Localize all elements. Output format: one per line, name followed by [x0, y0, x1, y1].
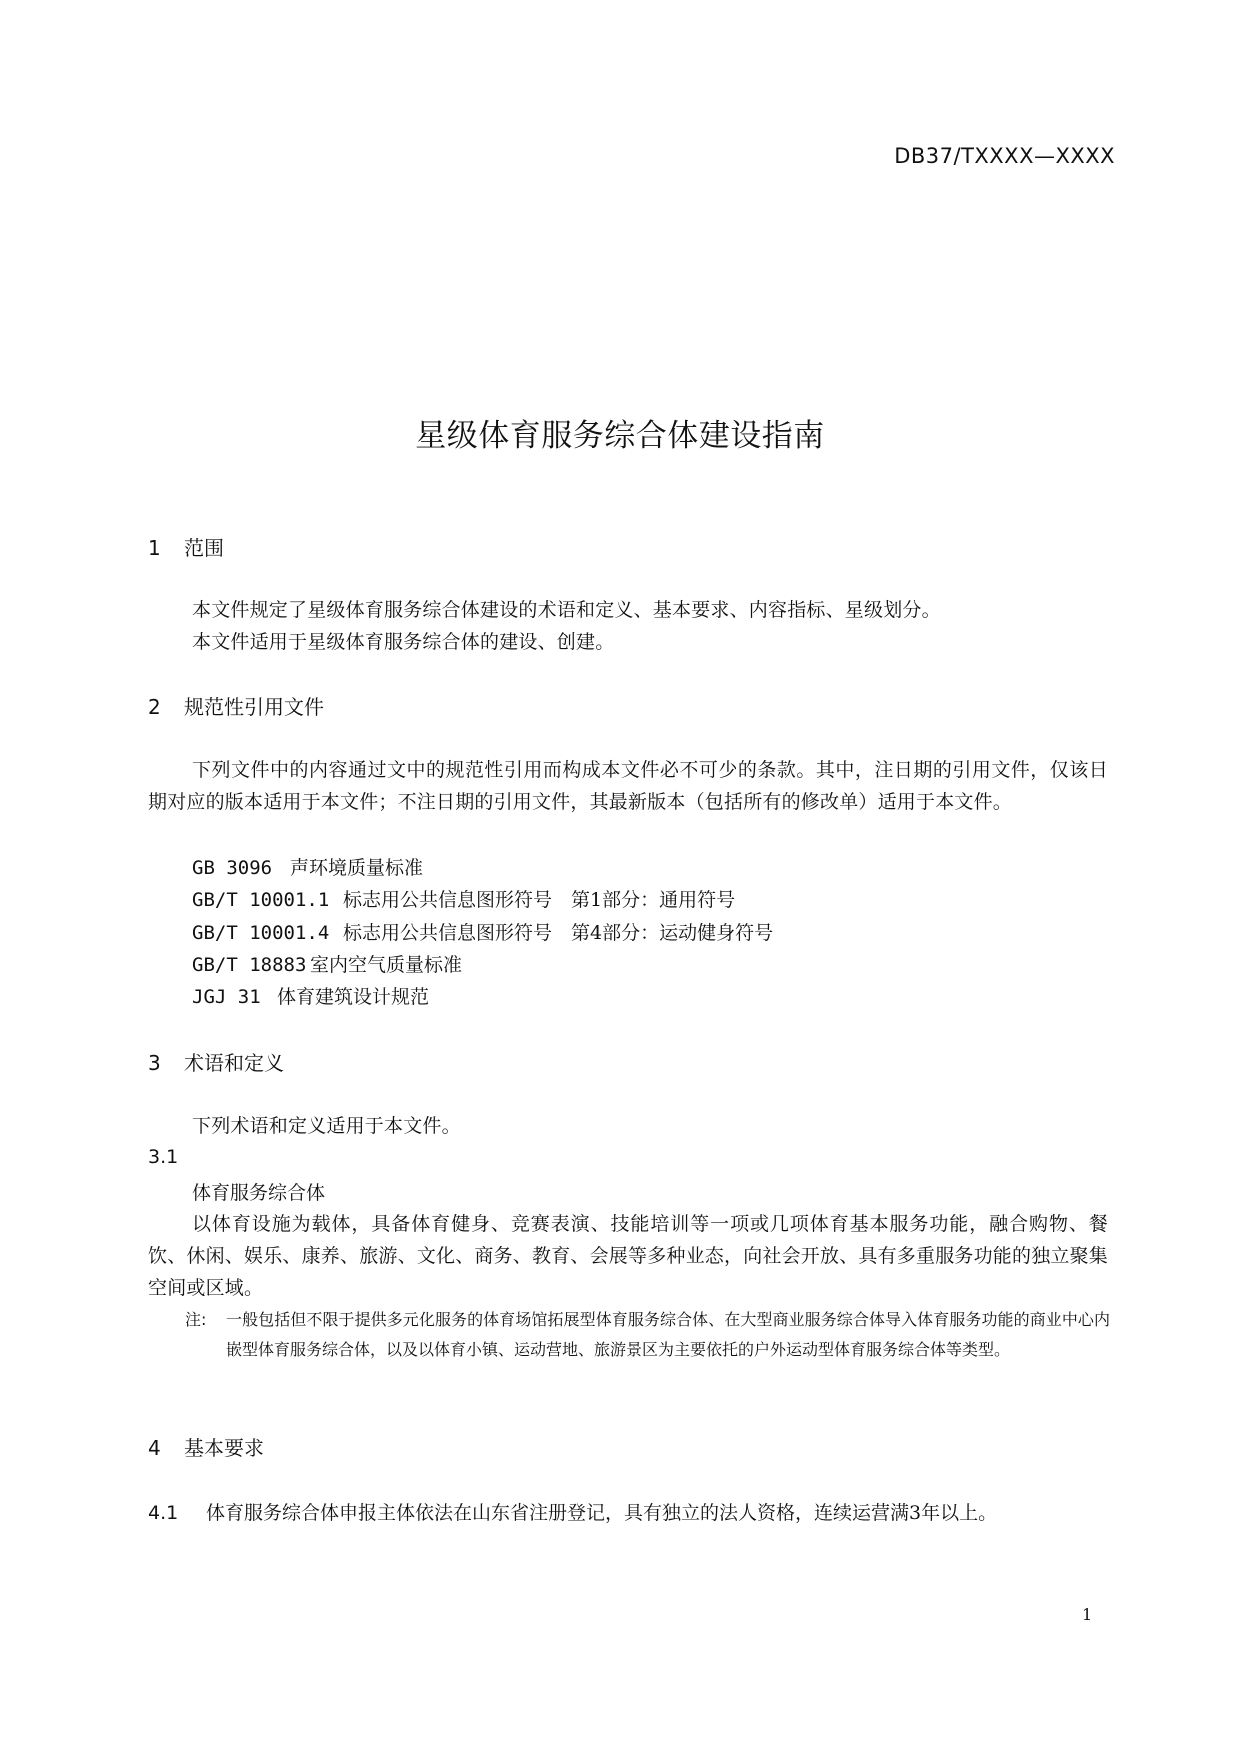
clause-text: 体育服务综合体申报主体依法在山东省注册登记，具有独立的法人资格，连续运营满3年以上。: [206, 1502, 998, 1524]
reference-title: 声环境质量标准: [290, 857, 424, 879]
paragraph: 下列术语和定义适用于本文件。: [192, 1115, 461, 1137]
reference-code: GB/T 10001.4: [192, 922, 330, 944]
reference-item: [192, 981, 429, 1013]
section-number: 1: [148, 536, 161, 560]
paragraph: 下列文件中的内容通过文中的规范性引用而构成本文件必不可少的条款。其中，注日期的引用文件，仅该日期对应的版本适用于本文件；不注日期的引用文件，其最新版本（包括所有的修改单）适用于本文件。: [148, 759, 1108, 813]
term-note: [185, 1305, 1110, 1365]
note-label: 注:: [185, 1310, 207, 1329]
term-number: 3.1: [148, 1146, 179, 1168]
reference-code: JGJ 31: [192, 986, 261, 1008]
clause-4-1: [148, 1497, 997, 1529]
reference-title: 体育建筑设计规范: [277, 986, 430, 1008]
reference-item: [192, 949, 462, 981]
reference-item: [192, 884, 735, 916]
document-code: DB37/TXXXX—XXXX: [894, 144, 1115, 168]
document-title: 星级体育服务综合体建设指南: [415, 418, 825, 454]
section-number: 4: [148, 1436, 161, 1460]
section-title: 术语和定义: [184, 1051, 284, 1075]
section-heading-1: [148, 534, 224, 562]
section-heading-4: [148, 1434, 264, 1462]
reference-title: 标志用公共信息图形符号 第1部分：通用符号: [343, 889, 736, 911]
reference-code: GB/T 10001.1: [192, 889, 330, 911]
section-title: 基本要求: [184, 1436, 264, 1460]
section-heading-3: [148, 1049, 284, 1077]
reference-title: 室内空气质量标准: [310, 954, 463, 976]
page-number: 1: [1082, 1605, 1093, 1624]
reference-code: GB 3096: [192, 857, 273, 879]
reference-item: [192, 852, 423, 884]
reference-code: GB/T 18883: [192, 954, 307, 976]
section-number: 2: [148, 695, 161, 719]
paragraph: 本文件规定了星级体育服务综合体建设的术语和定义、基本要求、内容指标、星级划分。: [192, 599, 941, 621]
section-title: 范围: [184, 536, 224, 560]
paragraph: 本文件适用于星级体育服务综合体的建设、创建。: [192, 631, 615, 653]
reference-title: 标志用公共信息图形符号 第4部分：运动健身符号: [343, 922, 774, 944]
section-heading-2: [148, 693, 324, 721]
reference-item: [192, 917, 773, 949]
term-name: 体育服务综合体: [192, 1182, 326, 1204]
section-title: 规范性引用文件: [184, 695, 324, 719]
note-text: 一般包括但不限于提供多元化服务的体育场馆拓展型体育服务综合体、在大型商业服务综合体导入体育服务功能的商业中心内嵌型体育服务综合体，以及以体育小镇、运动营地、旅游景区为主要依托的户外运动型体育服务综合体等类型。: [226, 1310, 1110, 1359]
section-number: 3: [148, 1051, 161, 1075]
clause-number: 4.1: [148, 1502, 179, 1524]
term-definition: 以体育设施为载体，具备体育健身、竞赛表演、技能培训等一项或几项体育基本服务功能，融合购物、餐饮、休闲、娱乐、康养、旅游、文化、商务、教育、会展等多种业态，向社会开放、具有多重服务功能的独立聚集空间或区域。: [148, 1213, 1109, 1299]
